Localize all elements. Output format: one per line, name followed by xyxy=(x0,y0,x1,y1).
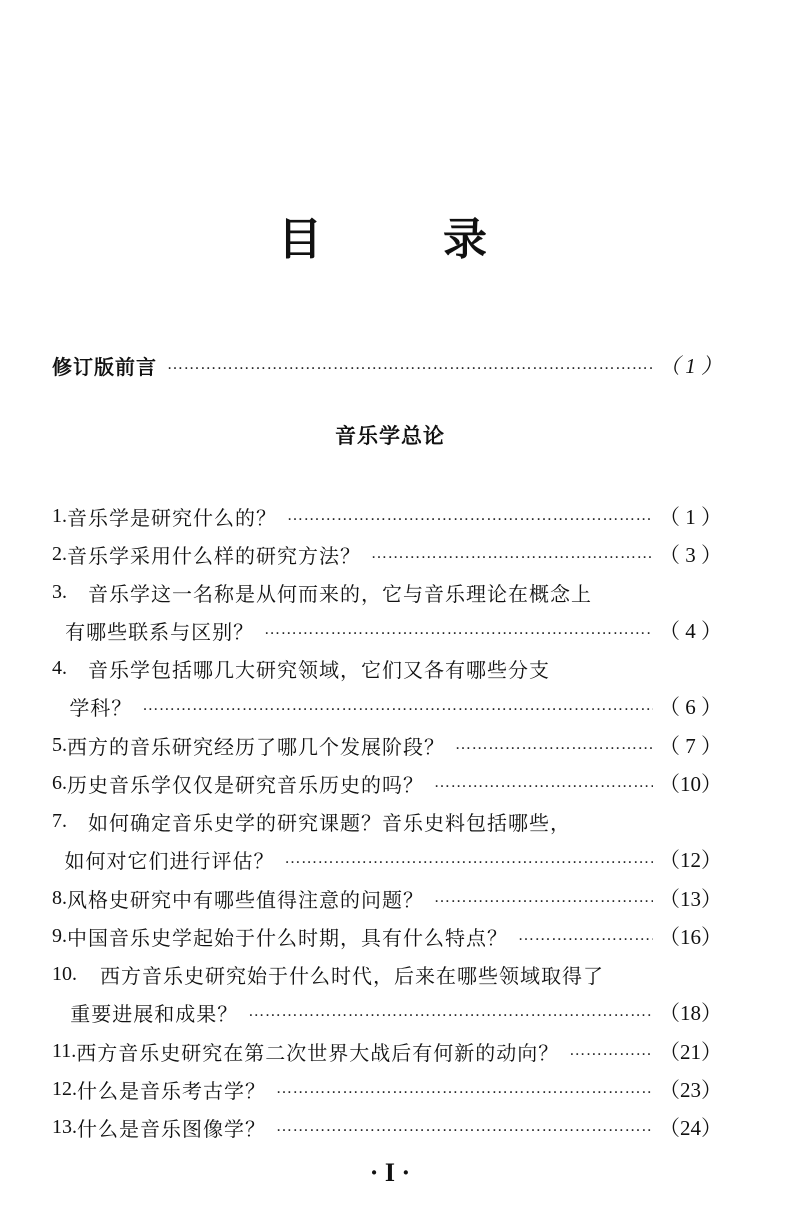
toc-entry-12[interactable] xyxy=(52,1070,722,1108)
toc-entry-page: （24） xyxy=(659,1116,722,1140)
toc-entry-label: 音乐学包括哪几大研究领域，它们又各有哪些分支 xyxy=(88,657,550,682)
toc-entry-3-line-1[interactable] xyxy=(52,573,722,611)
toc-entry-label: 如何确定音乐史学的研究课题？音乐史料包括哪些， xyxy=(88,810,571,835)
toc-entry-label: 学科？ xyxy=(69,695,133,720)
toc-entry-7-line-2[interactable] xyxy=(52,840,722,878)
toc-entry-label: 风格史研究中有哪些值得注意的问题？ xyxy=(67,887,424,912)
page-number: · I · xyxy=(369,1158,411,1187)
toc-entry-page: （ 1 ） xyxy=(659,505,722,529)
toc-entry-10-line-1[interactable] xyxy=(52,955,722,993)
toc-entry-label: 什么是音乐图像学？ xyxy=(77,1116,266,1141)
toc-entry-label: 有哪些联系与区别？ xyxy=(65,619,255,644)
toc-entry-label: 音乐学采用什么样的研究方法？ xyxy=(67,543,361,568)
dot-leader xyxy=(167,354,653,376)
toc-entry-label: 中国音乐史学起始于什么时期，具有什么特点？ xyxy=(67,925,508,950)
toc-entry-label: 西方音乐史研究在第二次世界大战后有何新的动向？ xyxy=(76,1040,560,1065)
toc-entry-number: 9. xyxy=(52,924,67,947)
toc-entry-preface[interactable] xyxy=(52,346,722,384)
toc-entry-page: （18） xyxy=(659,1001,722,1025)
toc-entry-number: 5. xyxy=(52,733,67,756)
dot-leader xyxy=(264,619,653,641)
dot-leader xyxy=(276,1078,653,1100)
toc-entry-3-line-2[interactable] xyxy=(52,611,722,649)
dot-leader xyxy=(248,1001,653,1023)
toc-entry-label: 修订版前言 xyxy=(52,354,157,379)
toc-entry-number: 1. xyxy=(52,504,67,527)
toc-entry-5[interactable] xyxy=(52,726,722,764)
toc-entry-number: 4. xyxy=(52,656,67,679)
toc-entry-label: 西方音乐史研究始于什么时代，后来在哪些领域取得了 xyxy=(100,963,604,988)
toc-entry-2[interactable] xyxy=(52,535,722,573)
toc-entry-page: （ 7 ） xyxy=(659,734,722,758)
toc-entry-label: 什么是音乐考古学？ xyxy=(77,1078,266,1103)
dot-leader xyxy=(276,1116,653,1138)
toc-entry-page: （16） xyxy=(659,925,722,949)
toc-entry-label: 如何对它们进行评估？ xyxy=(64,848,275,873)
toc-entry-page: （ 3 ） xyxy=(659,543,722,567)
dot-leader xyxy=(434,772,653,794)
dot-leader xyxy=(287,505,653,527)
toc-entry-page: （23） xyxy=(659,1078,722,1102)
toc-entry-number: 3. xyxy=(52,580,67,603)
toc-entry-number: 12. xyxy=(52,1077,77,1100)
toc-entry-11[interactable] xyxy=(52,1032,722,1070)
toc-entry-page: （21） xyxy=(659,1040,722,1064)
toc-entry-page: （12） xyxy=(659,848,722,872)
toc-entry-page: （ 1 ） xyxy=(659,354,722,378)
toc-entry-page: （10） xyxy=(659,772,722,796)
dot-leader xyxy=(434,887,653,909)
dot-leader xyxy=(569,1040,653,1062)
toc-entry-number: 8. xyxy=(52,886,67,909)
toc-entry-10-line-2[interactable] xyxy=(52,993,722,1031)
page-title-char-2: 录 xyxy=(443,214,487,265)
toc-entry-page: （ 6 ） xyxy=(659,695,722,719)
toc-entry-number: 6. xyxy=(52,771,67,794)
toc-entry-label: 音乐学这一名称是从何而来的，它与音乐理论在概念上 xyxy=(88,581,592,606)
dot-leader xyxy=(518,925,653,947)
toc-entry-page: （13） xyxy=(659,887,722,911)
toc-entry-label: 历史音乐学仅仅是研究音乐历史的吗？ xyxy=(67,772,424,797)
dot-leader xyxy=(371,543,653,565)
toc-entry-number: 7. xyxy=(52,809,67,832)
toc-entry-1[interactable] xyxy=(52,497,722,535)
toc-entry-9[interactable] xyxy=(52,917,722,955)
section-heading: 音乐学总论 xyxy=(335,424,445,448)
dot-leader xyxy=(455,734,653,756)
toc-entry-7-line-1[interactable] xyxy=(52,802,722,840)
toc-entry-4-line-1[interactable] xyxy=(52,649,722,687)
toc-entry-label: 西方的音乐研究经历了哪几个发展阶段？ xyxy=(67,734,445,759)
toc-entry-label: 重要进展和成果？ xyxy=(70,1001,239,1026)
toc-entry-number: 2. xyxy=(52,542,67,565)
dot-leader xyxy=(284,848,653,870)
page-title-char-1: 目 xyxy=(278,214,322,265)
dot-leader xyxy=(142,695,653,717)
toc-entry-4-line-2[interactable] xyxy=(52,687,722,725)
toc-entry-6[interactable] xyxy=(52,764,722,802)
toc-entry-number: 10. xyxy=(52,962,77,985)
toc-entry-number: 13. xyxy=(52,1115,77,1138)
toc-entry-page: （ 4 ） xyxy=(659,619,722,643)
toc-entry-13[interactable] xyxy=(52,1108,722,1146)
toc-entry-label: 音乐学是研究什么的？ xyxy=(67,505,277,530)
toc-entry-number: 11. xyxy=(52,1039,77,1062)
toc-entry-8[interactable] xyxy=(52,879,722,917)
